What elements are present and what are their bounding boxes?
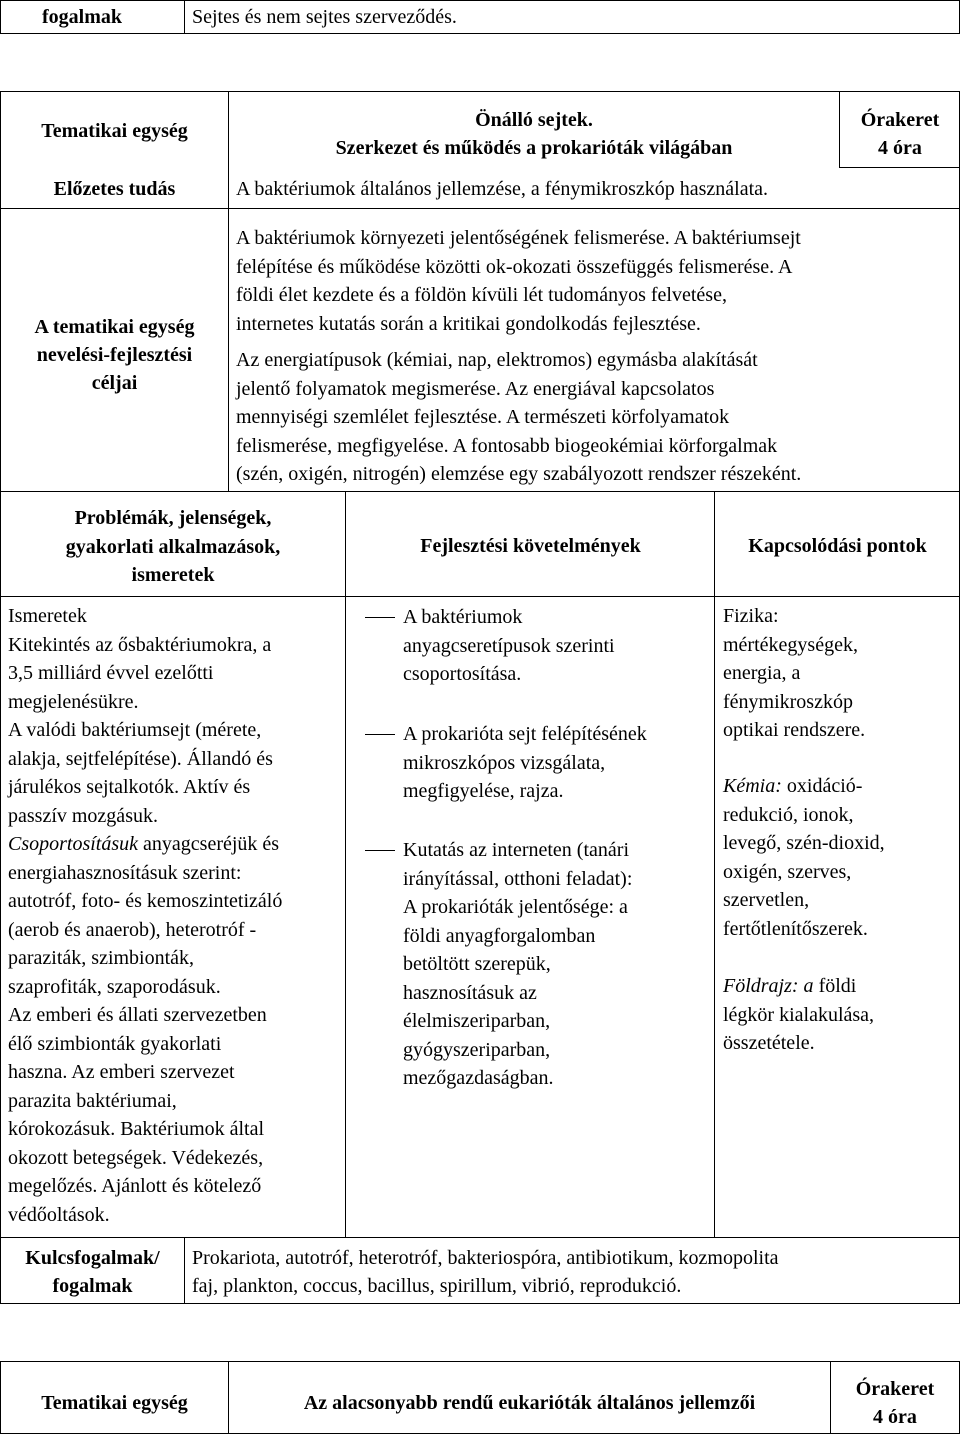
requirement-line: A baktériumok (403, 606, 523, 628)
unit-title-line-1: Önálló sejtek. (475, 109, 593, 131)
requirement-line: A prokarióták jelentősége: a (403, 896, 628, 918)
knowledge-line: kórokozásuk. Baktériumok által (8, 1118, 265, 1140)
goals-p1-line: internetes kutatás során a kritikai gondolkodás fejlesztése. (236, 312, 701, 335)
goals-label-line-2: nevelési-fejlesztési (36, 344, 193, 366)
knowledge-line: alakja, sejtfelépítése). Állandó és (8, 747, 273, 770)
goals-p2-line: felismerése, megfigyelése. A fontosabb biogeokémiai körforgalmak (236, 434, 778, 457)
key-concepts-label-line-2: fogalmak (52, 1275, 133, 1297)
key-concepts-label-line-1: Kulcsfogalmak/ (25, 1247, 160, 1269)
connection-line: Fizika: (723, 605, 779, 627)
requirement-line: A prokarióta sejt felépítésének (403, 723, 647, 745)
next-hours-value: 4 óra (873, 1406, 917, 1428)
hours-label: Órakeret (860, 109, 940, 131)
knowledge-line: autotróf, foto- és kemoszintetizáló (8, 890, 283, 912)
knowledge-line: járulékos sejtalkotók. Aktív és (8, 776, 251, 798)
requirement-line: földi anyagforgalomban (403, 924, 596, 947)
connection-line: fénymikroszkóp (723, 690, 853, 713)
connection-line: légkör kialakulása, (723, 1003, 875, 1026)
key-concepts-text-line-1: Prokariota, autotróf, heterotróf, bakteriospóra, antibiotikum, kozmopolita (192, 1247, 779, 1269)
geography-label: Földrajz: a (723, 975, 814, 997)
column-header-line: ismeretek (131, 564, 215, 586)
connection-line: összetétele. (723, 1032, 815, 1054)
requirement-line: mezőgazdaságban. (403, 1067, 554, 1089)
connection-line: szervetlen, (723, 889, 810, 911)
column-header-line: gyakorlati alkalmazások, (65, 535, 281, 558)
column-header-requirements: Fejlesztési követelmények (420, 535, 641, 557)
goals-paragraph-1 (236, 224, 801, 338)
concept-value: Sejtes és nem sejtes szerveződés. (192, 6, 457, 28)
knowledge-line: okozott betegségek. Védekezés, (8, 1146, 264, 1169)
goals-label-line-3: céljai (91, 372, 138, 394)
knowledge-line: A valódi baktériumsejt (mérete, (8, 719, 262, 741)
goals-p1-line: földi élet kezdete és a földön kívüli lét tudományos felvetése, (236, 284, 727, 306)
knowledge-line: energiahasznosításuk szerint: (8, 861, 242, 884)
chemistry-label: Kémia: (723, 775, 782, 797)
hours-value: 4 óra (878, 137, 922, 159)
connection-line: fertőtlenítőszerek. (723, 917, 868, 940)
connections-geography (723, 972, 874, 1058)
connection-line: mértékegységek, (723, 633, 858, 656)
requirement-line: gyógyszeriparban, (403, 1038, 551, 1061)
column-header-line: Problémák, jelenségek, (74, 507, 272, 529)
connection-line: energia, a (723, 662, 801, 684)
knowledge-line: megelőzés. Ajánlott és kötelező (8, 1175, 262, 1197)
knowledge-line: szaprofiták, szaporodásuk. (8, 975, 221, 998)
unit-title-line-2: Szerkezet és működés a prokarióták világában (335, 137, 733, 159)
knowledge-line-rest: anyagcseréjük és (138, 833, 280, 855)
dash-bullet (365, 617, 395, 618)
requirement-line: hasznosításuk az (403, 981, 537, 1004)
connection-line: optikai rendszere. (723, 719, 866, 741)
next-unit-label: Tematikai egység (41, 1392, 188, 1414)
knowledge-line: passzív mozgásuk. (8, 804, 158, 827)
connections-physics (723, 602, 865, 745)
knowledge-line: védőoltások. (8, 1203, 110, 1226)
knowledge-line: élő szimbionták gyakorlati (8, 1032, 222, 1055)
next-unit-title: Az alacsonyabb rendű eukarióták általános jellemzői (303, 1392, 756, 1414)
key-concepts-text-line-2: faj, plankton, coccus, bacillus, spirillum, vibrió, reprodukció. (192, 1275, 682, 1297)
requirement-line: irányítással, otthoni feladat): (403, 867, 633, 890)
knowledge-line: 3,5 milliárd évvel ezelőtti (8, 662, 214, 684)
connection-line (723, 772, 885, 801)
requirement-line: betöltött szerepük, (403, 953, 551, 975)
connection-line: oxigén, szerves, (723, 860, 852, 883)
classification-term: Csoportosításuk (8, 833, 139, 855)
goals-p2-line: (szén, oxigén, nitrogén) elemzése egy szabályozott rendszer részeként. (236, 463, 802, 485)
connection-line-rest: földi (813, 975, 857, 997)
goals-p2-line: mennyiségi szemlélet fejlesztése. A természeti körfolyamatok (236, 406, 730, 428)
goals-p1-line: felépítése és működése közötti ok-okozati összefüggés felismerése. A (236, 255, 793, 278)
column-header-connections: Kapcsolódási pontok (748, 535, 927, 557)
connection-line: redukció, ionok, (723, 803, 854, 826)
requirement-line: megfigyelése, rajza. (403, 780, 564, 802)
unit-label: Tematikai egység (41, 120, 188, 142)
knowledge-line: Az emberi és állati szervezetben (8, 1004, 267, 1026)
connection-line (723, 972, 874, 1001)
goals-p2-line: Az energiatípusok (kémiai, nap, elektromos) egymásba alakítását (236, 349, 758, 371)
knowledge-line: (aerob és anaerob), heterotróf - (8, 918, 257, 941)
dash-bullet (365, 734, 395, 735)
goals-label-line-1: A tematikai egység (34, 316, 195, 338)
knowledge-column (8, 602, 282, 1229)
connection-line-rest: oxidáció- (781, 775, 863, 797)
requirement-line: anyagcseretípusok szerinti (403, 634, 615, 657)
requirement-line: mikroszkópos vizsgálata, (403, 751, 606, 774)
knowledge-line (8, 830, 282, 859)
knowledge-line: Kitekintés az ősbaktériumokra, a (8, 633, 272, 656)
next-hours-label: Órakeret (855, 1378, 935, 1400)
prior-knowledge-text: A baktériumok általános jellemzése, a fénymikroszkóp használata. (236, 178, 769, 200)
goals-p2-line: jelentő folyamatok megismerése. Az energiával kapcsolatos (236, 377, 715, 400)
goals-p1-line: A baktériumok környezeti jelentőségének felismerése. A baktériumsejt (236, 227, 801, 249)
requirement-line: élelmiszeriparban, (403, 1010, 551, 1032)
prior-knowledge-label: Előzetes tudás (53, 178, 176, 200)
column-header-problems (0, 504, 346, 590)
knowledge-line: megjelenésükre. (8, 690, 139, 713)
requirement-line: csoportosítása. (403, 663, 522, 685)
connections-chemistry (723, 772, 885, 943)
knowledge-line: haszna. Az emberi szervezet (8, 1061, 235, 1083)
knowledge-line: paraziták, szimbionták, (8, 947, 195, 969)
connection-line: levegő, szén-dioxid, (723, 832, 885, 854)
requirement-line: Kutatás az interneten (tanári (403, 839, 629, 861)
dash-bullet (365, 850, 395, 851)
knowledge-line: parazita baktériumai, (8, 1089, 177, 1112)
goals-paragraph-2 (236, 346, 801, 489)
concept-label: fogalmak (42, 6, 122, 28)
knowledge-line: Ismeretek (8, 605, 87, 627)
